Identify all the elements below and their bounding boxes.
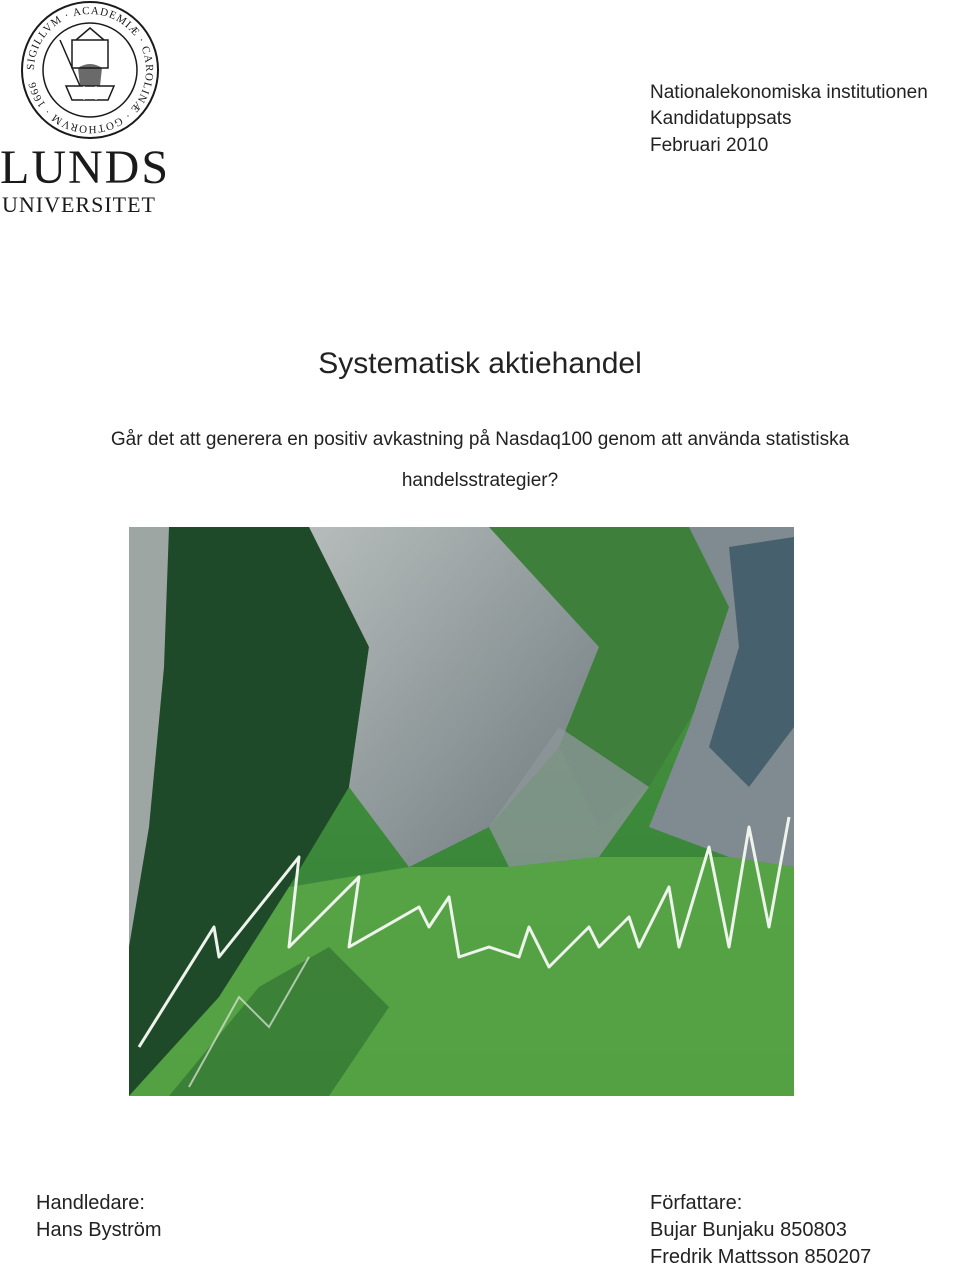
svg-text:SIGILLVM · ACADEMIÆ · CAROLINÆ: SIGILLVM · ACADEMIÆ · CAROLINÆ · GOTHORVM · 1666	[24, 4, 156, 136]
page-title: Systematisk aktiehandel	[318, 347, 642, 380]
subtitle-line-1: Går det att generera en positiv avkastning på Nasdaq100 genom att använda statistiska	[110, 429, 850, 450]
authors-label: Författare:	[650, 1192, 743, 1214]
author-2: Fredrik Mattsson 850207	[650, 1246, 872, 1268]
thesis-date: Februari 2010	[650, 135, 769, 156]
author-1: Bujar Bunjaku 850803	[650, 1219, 847, 1241]
thesis-type: Kandidatuppsats	[650, 108, 792, 129]
department-name: Nationalekonomiska institutionen	[650, 82, 928, 103]
logo-wordmark: LUNDS	[0, 141, 171, 194]
university-seal-icon	[20, 0, 160, 140]
supervisor-label: Handledare:	[36, 1192, 145, 1214]
mountain-road-photo-icon	[129, 527, 794, 1096]
supervisor-name: Hans Byström	[36, 1219, 162, 1241]
cover-photo	[129, 527, 794, 1096]
subtitle-line-2: handelsstrategier?	[401, 470, 559, 491]
logo-wordmark-sub: UNIVERSITET	[2, 192, 156, 217]
university-logo	[0, 0, 180, 220]
